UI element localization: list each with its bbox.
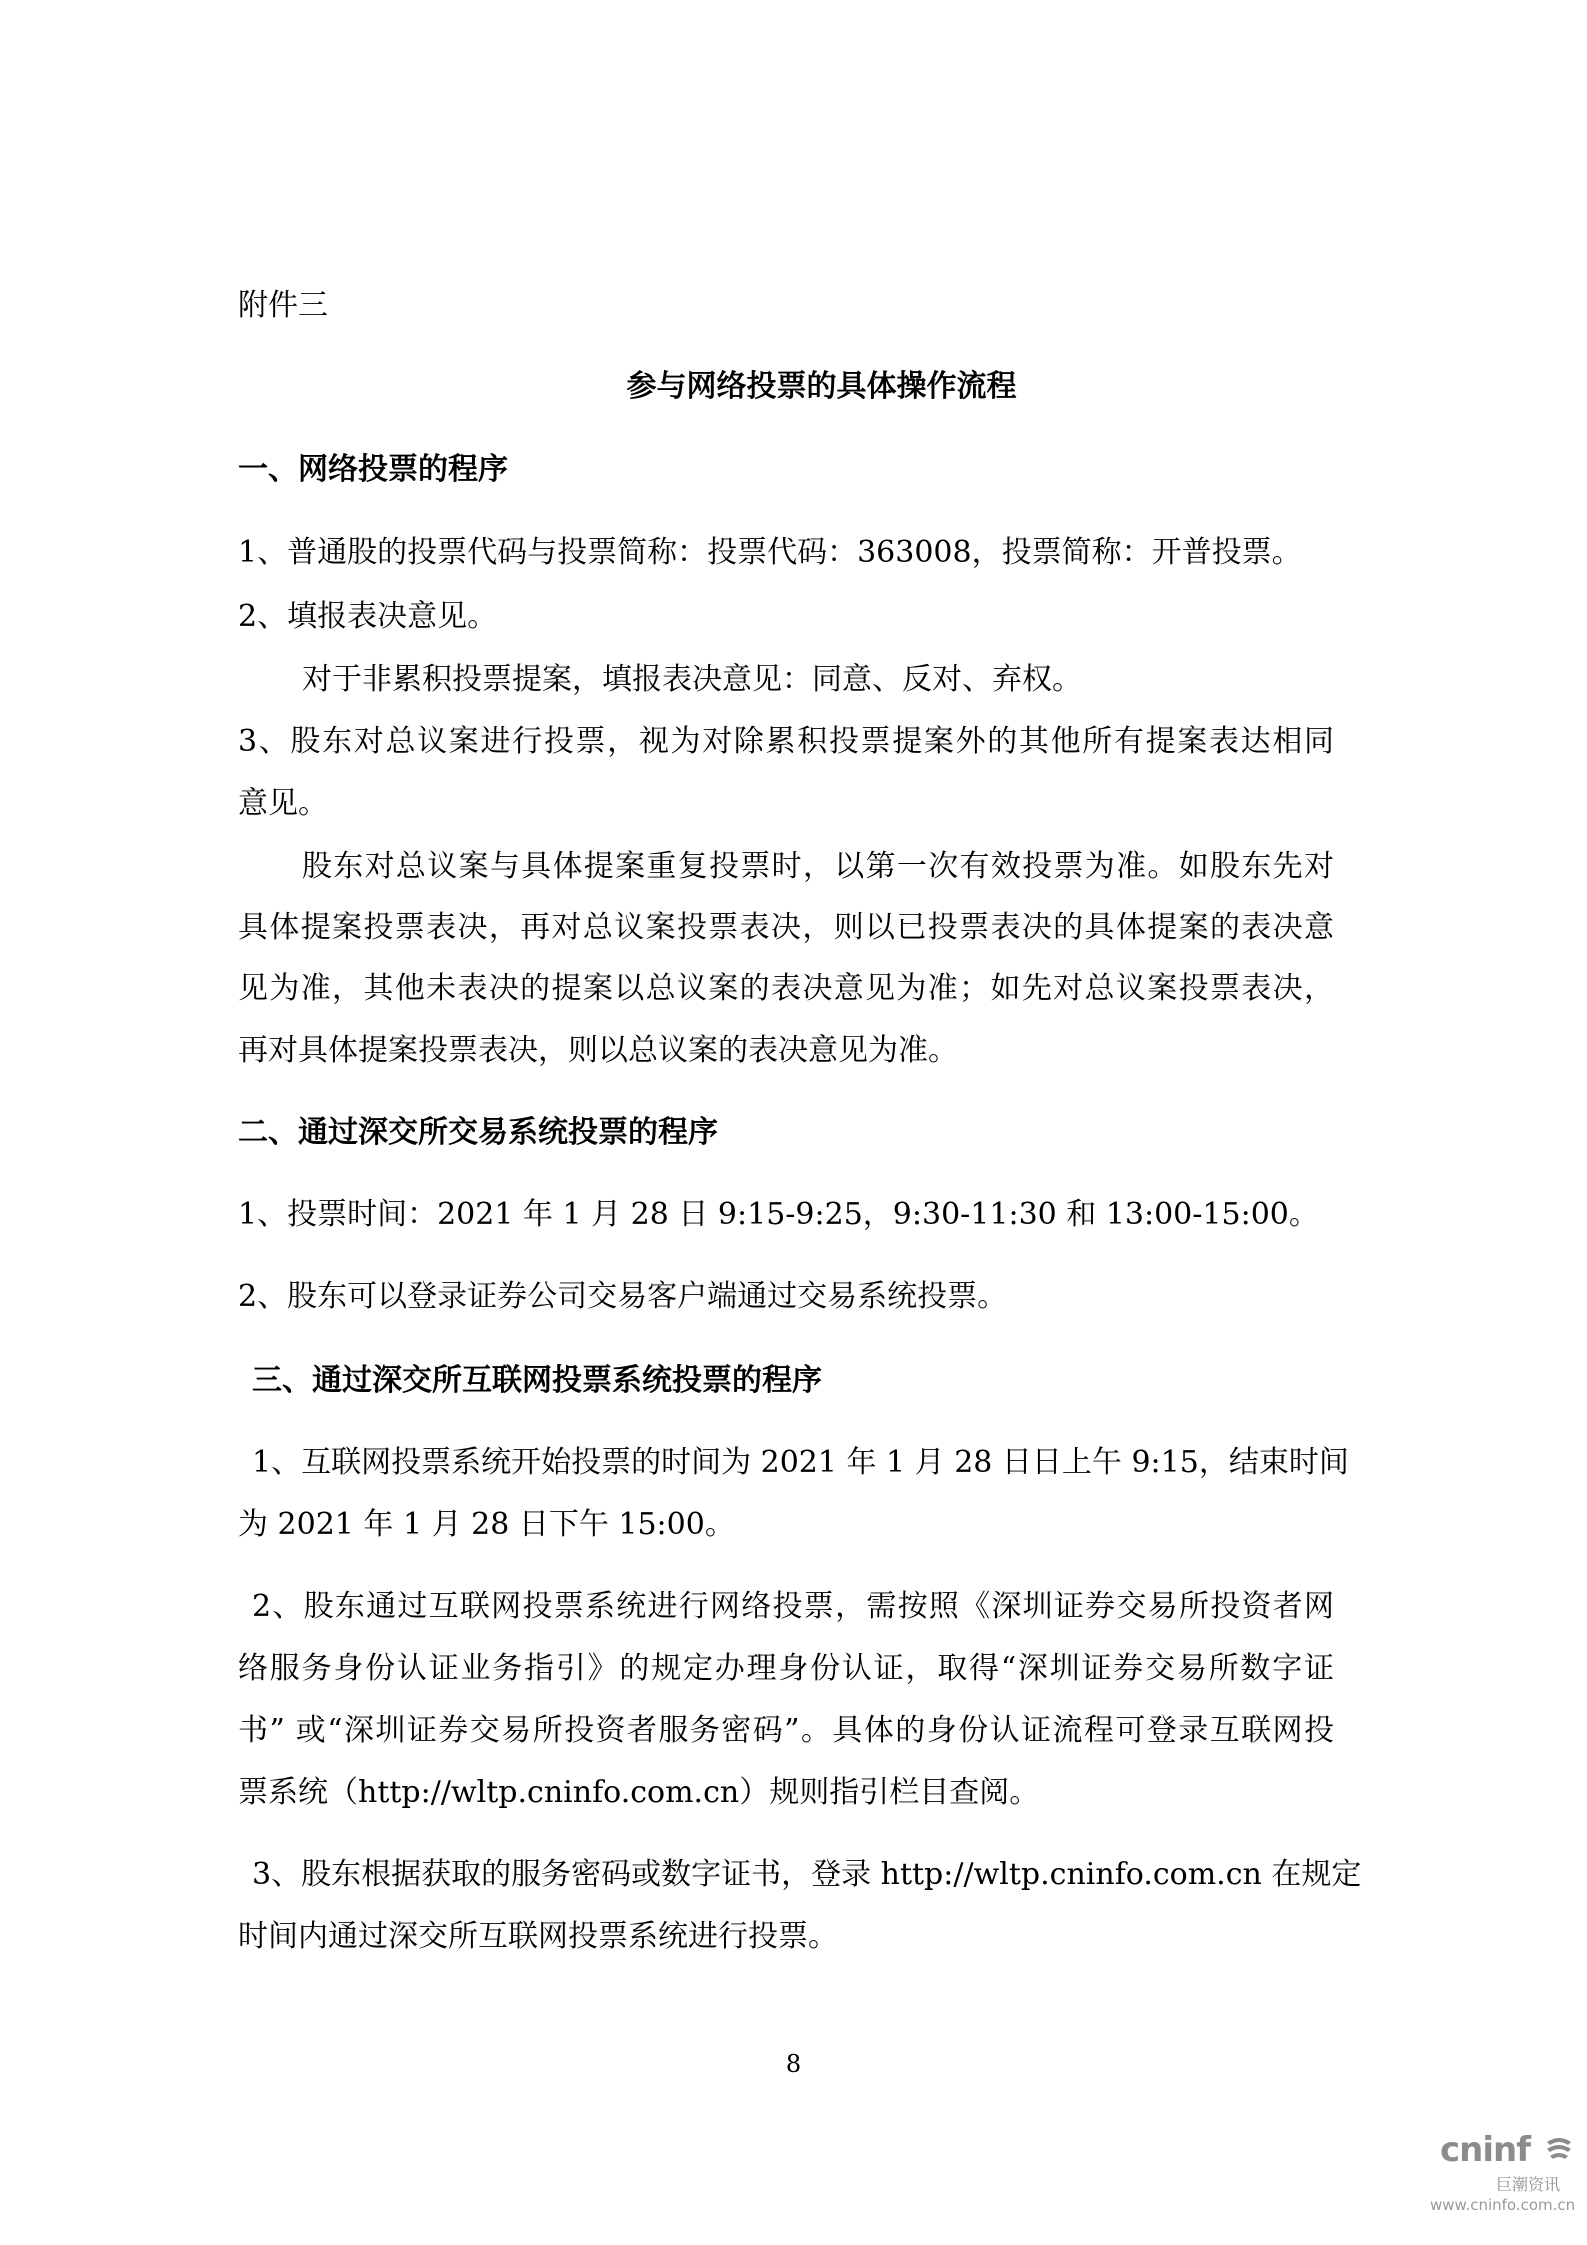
section3-paragraph-2-line2: 络服务身份认证业务指引》的规定办理身份认证，取得“深圳证券交易所数字证: [238, 1651, 1334, 1686]
watermark-url: www.cninfo.com.cn: [1430, 2196, 1576, 2214]
section1-paragraph-2: 2、填报表决意见。: [238, 599, 498, 634]
document-title: 参与网络投票的具体操作流程: [626, 369, 1017, 404]
section1-heading: 一、网络投票的程序: [238, 452, 508, 487]
cninfo-watermark: [1430, 2130, 1576, 2230]
section2-paragraph-1: 1、投票时间：2021 年 1 月 28 日 9:15-9:25，9:30-11:30 和 13:00-15:00。: [238, 1197, 1319, 1232]
annex-label: 附件三: [238, 288, 328, 323]
section1-paragraph-5-line2: 具体提案投票表决，再对总议案投票表决，则以已投票表决的具体提案的表决意: [238, 910, 1334, 945]
cninfo-logo-icon: [1544, 2132, 1574, 2162]
section3-paragraph-2-line3: 书” 或“深圳证券交易所投资者服务密码”。具体的身份认证流程可登录互联网投: [238, 1713, 1334, 1748]
watermark-brand-cn: 巨潮资讯: [1496, 2175, 1561, 2194]
section3-paragraph-1-line2: 为 2021 年 1 月 28 日下午 15:00。: [238, 1507, 735, 1542]
section1-paragraph-4-line2: 意见。: [238, 786, 328, 821]
section2-heading: 二、通过深交所交易系统投票的程序: [238, 1115, 718, 1150]
section2-paragraph-2: 2、股东可以登录证券公司交易客户端通过交易系统投票。: [238, 1279, 1008, 1314]
section3-paragraph-2-line1: 2、股东通过互联网投票系统进行网络投票，需按照《深圳证券交易所投资者网: [252, 1589, 1334, 1624]
page-number: 8: [785, 2050, 802, 2078]
section1-paragraph-3: 对于非累积投票提案，填报表决意见：同意、反对、弃权。: [302, 662, 1082, 697]
section3-paragraph-2-line4: 票系统（http://wltp.cninfo.com.cn）规则指引栏目查阅。: [238, 1775, 1040, 1810]
section1-paragraph-5-line3: 见为准，其他未表决的提案以总议案的表决意见为准；如先对总议案投票表决，: [238, 971, 1334, 1006]
section1-paragraph-1: 1、普通股的投票代码与投票简称：投票代码：363008，投票简称：开普投票。: [238, 535, 1302, 570]
section3-paragraph-1-line1: 1、互联网投票系统开始投票的时间为 2021 年 1 月 28 日日上午 9:15，结束时间: [252, 1445, 1349, 1480]
section3-paragraph-3-line2: 时间内通过深交所互联网投票系统进行投票。: [238, 1919, 838, 1954]
section3-heading: 三、通过深交所互联网投票系统投票的程序: [252, 1363, 822, 1398]
section1-paragraph-5-line4: 再对具体提案投票表决，则以总议案的表决意见为准。: [238, 1033, 958, 1068]
section3-paragraph-3-line1: 3、股东根据获取的服务密码或数字证书，登录 http://wltp.cninfo.com.cn 在规定: [252, 1857, 1362, 1892]
section1-paragraph-4-line1: 3、股东对总议案进行投票，视为对除累积投票提案外的其他所有提案表达相同: [238, 724, 1334, 759]
section1-paragraph-5-line1: 股东对总议案与具体提案重复投票时，以第一次有效投票为准。如股东先对: [302, 849, 1334, 884]
watermark-brand: cninf: [1440, 2130, 1531, 2170]
